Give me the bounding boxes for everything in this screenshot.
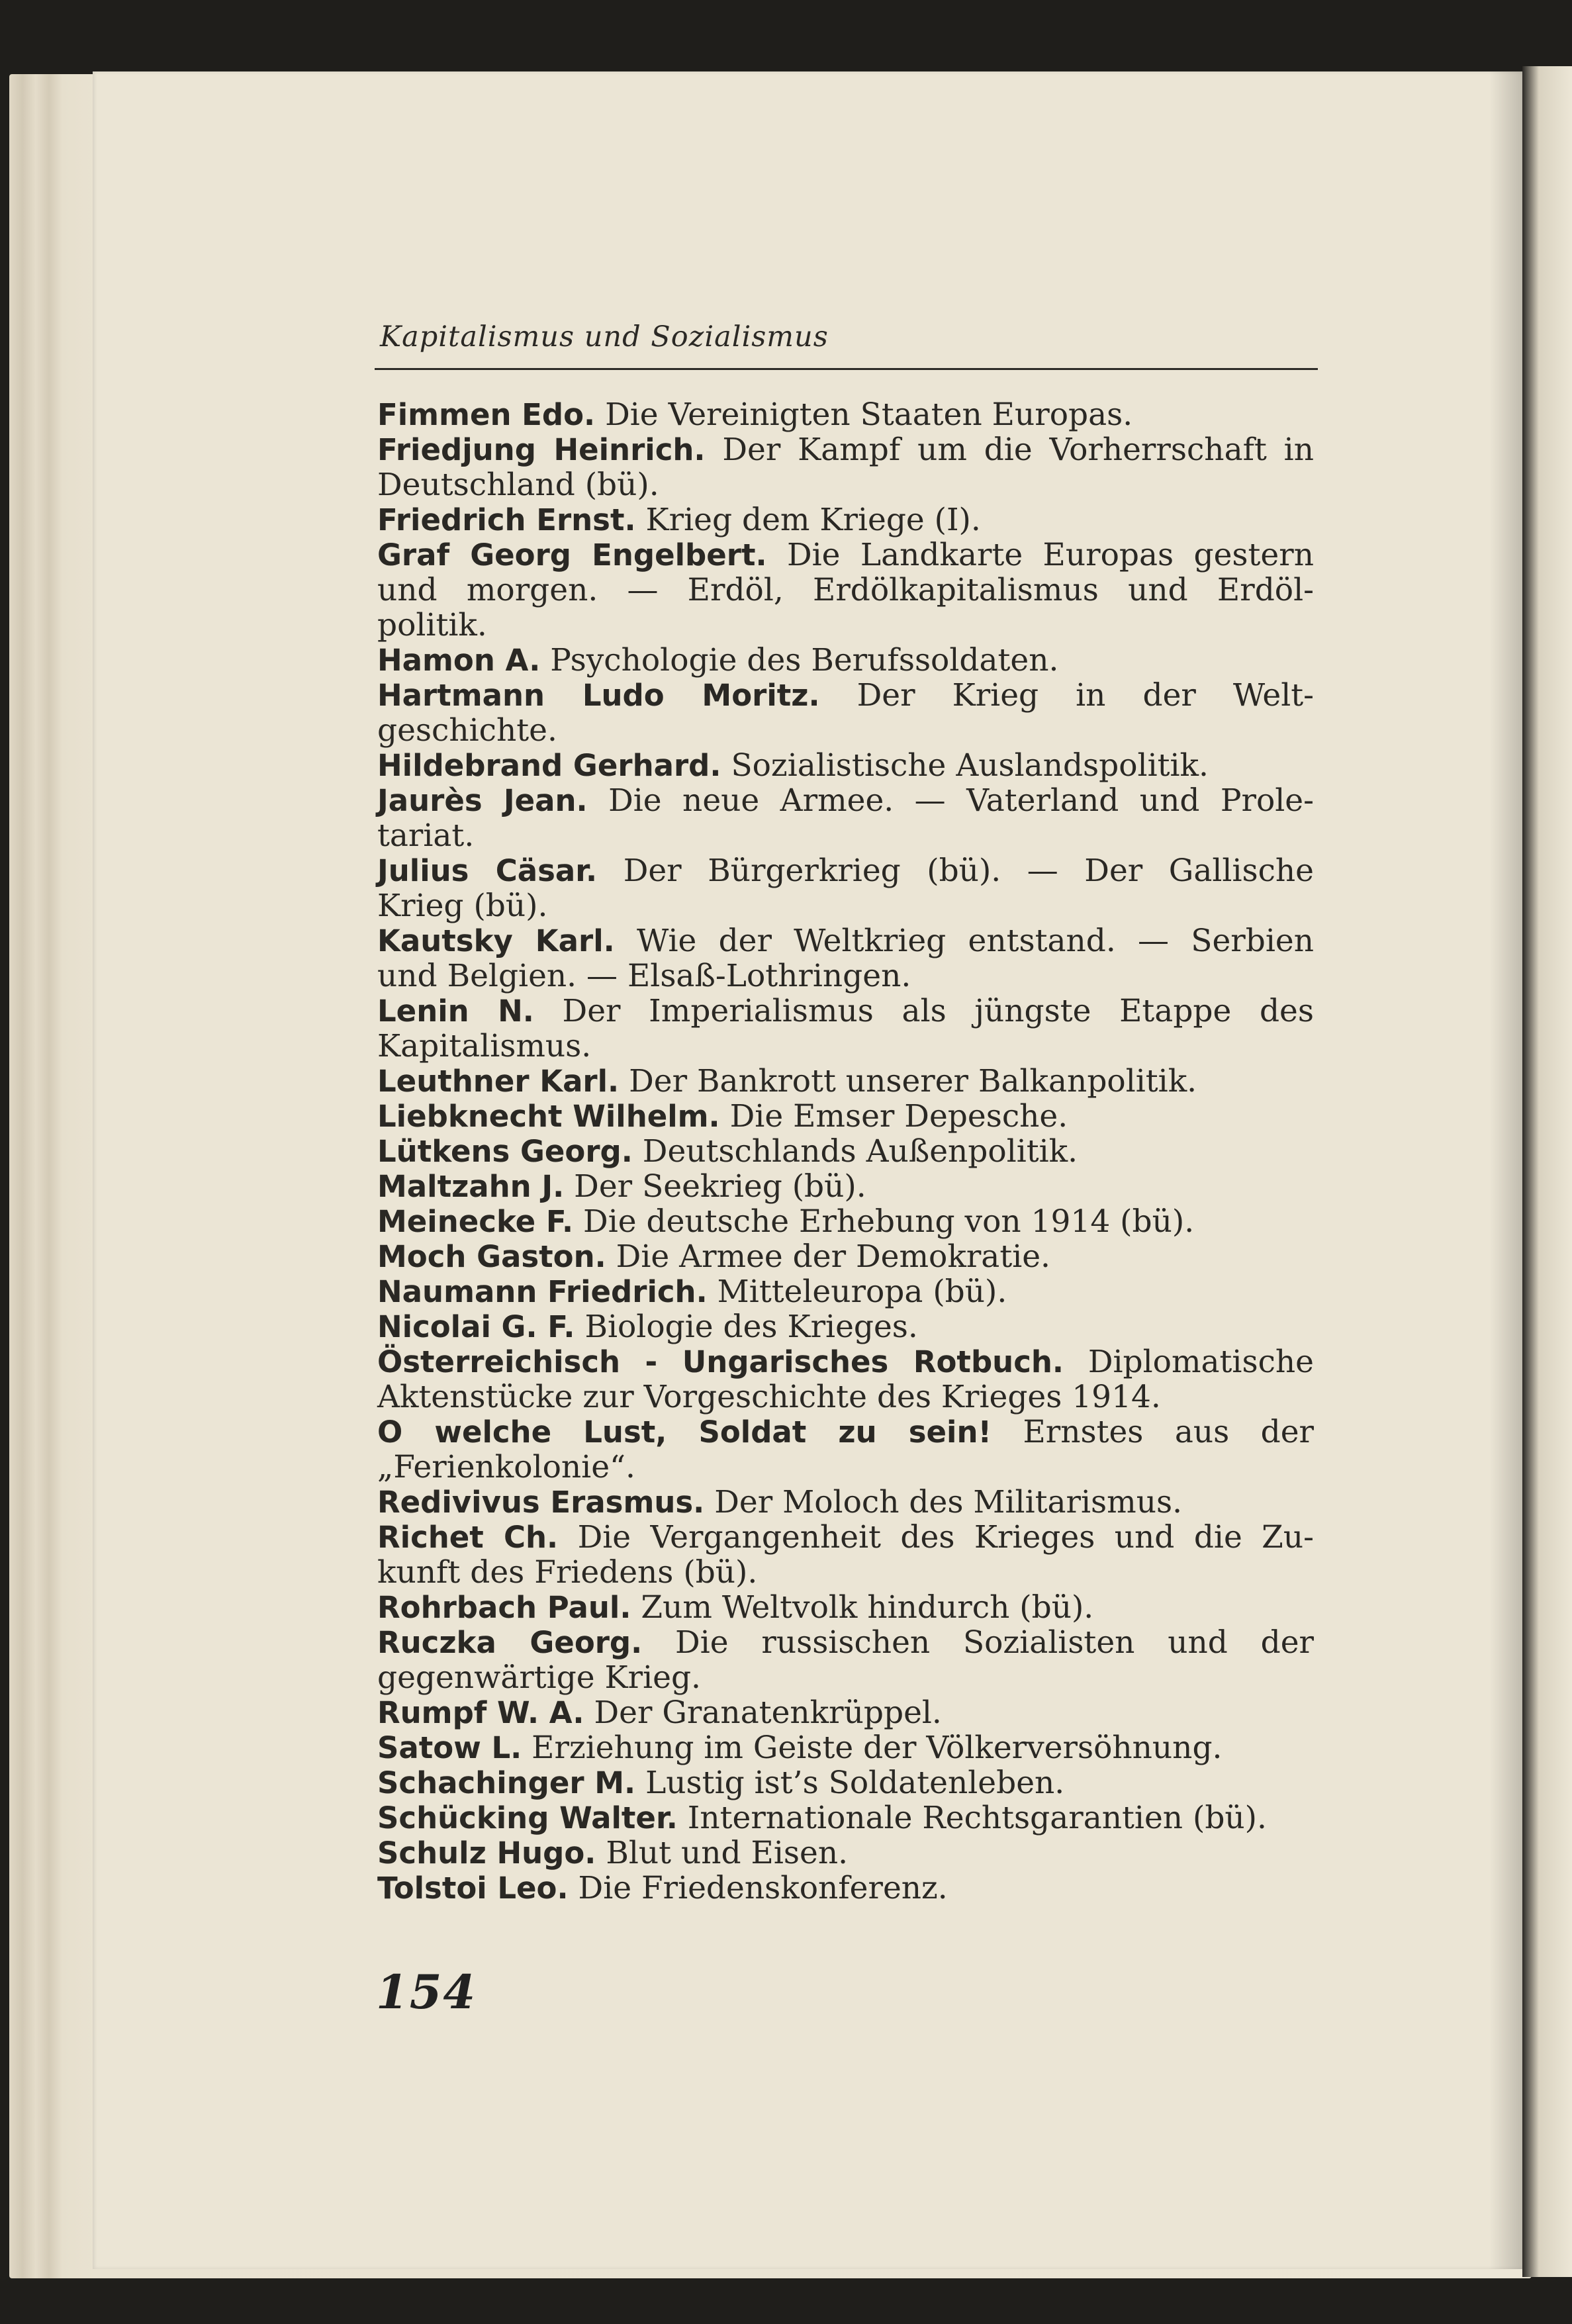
entry-author: Tolstoi Leo. bbox=[377, 1871, 569, 1906]
entry-first-line bbox=[377, 502, 1314, 538]
entry-author: Redivivus Erasmus. bbox=[377, 1485, 705, 1520]
bibliography-entry bbox=[377, 502, 1314, 537]
entry-title-text: Krieg (bü). bbox=[377, 888, 548, 924]
bibliography-entry bbox=[377, 1871, 1314, 1906]
entry-continuation-line bbox=[377, 712, 1314, 749]
entry-title-text: „Ferienkolonie“. bbox=[377, 1449, 635, 1485]
entry-title-text: Die Armee der Demokratie. bbox=[616, 1238, 1050, 1275]
bibliography-entry bbox=[377, 923, 1314, 994]
entry-continuation-line bbox=[377, 1449, 1314, 1485]
entry-continuation-line bbox=[377, 1028, 1314, 1064]
entry-first-line bbox=[377, 1484, 1314, 1520]
entry-first-line bbox=[377, 1344, 1314, 1380]
entry-author: Friedrich Ernst. bbox=[377, 502, 636, 537]
entry-first-line bbox=[377, 1309, 1314, 1345]
bibliography-entry bbox=[377, 1485, 1314, 1520]
entry-title-text: Der Krieg in der Welt- bbox=[856, 677, 1314, 714]
entry-title-text: Deutschlands Außenpolitik. bbox=[642, 1133, 1078, 1170]
entry-title-text: Der Moloch des Militarismus. bbox=[714, 1484, 1183, 1520]
entry-title-text: gegenwärtige Krieg. bbox=[377, 1659, 702, 1696]
entry-first-line bbox=[377, 993, 1314, 1029]
entry-author: Maltzahn J. bbox=[377, 1169, 565, 1204]
entry-title-text: Biologie des Krieges. bbox=[584, 1309, 918, 1345]
entry-first-line bbox=[377, 1589, 1314, 1626]
bibliography-entry bbox=[377, 1520, 1314, 1590]
entry-author: Hamon A. bbox=[377, 643, 541, 678]
entry-first-line bbox=[377, 1870, 1314, 1906]
entry-continuation-line bbox=[377, 1379, 1314, 1415]
entry-first-line bbox=[377, 1168, 1314, 1205]
entry-author: Lütkens Georg. bbox=[377, 1134, 633, 1169]
entry-title-text: Die deutsche Erhebung von 1914 (bü). bbox=[583, 1203, 1195, 1240]
bibliography-entry bbox=[377, 678, 1314, 748]
entry-author: Hildebrand Gerhard. bbox=[377, 748, 721, 783]
entry-title-text: Kapitalismus. bbox=[377, 1028, 592, 1064]
bibliography-entry bbox=[377, 1625, 1314, 1695]
entry-first-line bbox=[377, 537, 1314, 573]
entry-title-text: Zum Weltvolk hindurch (bü). bbox=[641, 1589, 1094, 1626]
entry-first-line bbox=[377, 1730, 1314, 1766]
entry-continuation-line bbox=[377, 1554, 1314, 1591]
bibliography-entry bbox=[377, 853, 1314, 923]
entry-first-line bbox=[377, 396, 1314, 433]
entry-author: Julius Cäsar. bbox=[377, 853, 598, 888]
entry-author: Liebknecht Wilhelm. bbox=[377, 1099, 720, 1134]
entry-author: Ruczka Georg. bbox=[377, 1625, 643, 1660]
entry-title-text: Blut und Eisen. bbox=[606, 1835, 849, 1871]
entry-title-text: Die neue Armee. — Vaterland und Prole- bbox=[608, 782, 1314, 819]
entry-first-line bbox=[377, 642, 1314, 678]
bibliography-entry bbox=[377, 1099, 1314, 1134]
entry-first-line bbox=[377, 1274, 1314, 1310]
entry-author: Rohrbach Paul. bbox=[377, 1590, 631, 1625]
entry-title-text: Der Granatenkrüppel. bbox=[594, 1695, 942, 1731]
entry-first-line bbox=[377, 677, 1314, 714]
spine-shadow bbox=[1489, 71, 1522, 2269]
entry-author: Satow L. bbox=[377, 1730, 522, 1765]
entry-first-line bbox=[377, 923, 1314, 959]
bibliography-entry bbox=[377, 1064, 1314, 1099]
entry-author: Jaurès Jean. bbox=[377, 783, 588, 818]
bibliography-entry bbox=[377, 1800, 1314, 1836]
entry-author: Fimmen Edo. bbox=[377, 397, 596, 432]
entry-first-line bbox=[377, 1765, 1314, 1801]
bibliography-entry bbox=[377, 643, 1314, 678]
entry-first-line bbox=[377, 1238, 1314, 1275]
entry-title-text: und morgen. — Erdöl, Erdölkapitalismus und Erdöl- bbox=[377, 572, 1314, 608]
bibliography-entry bbox=[377, 1836, 1314, 1871]
entry-continuation-line bbox=[377, 958, 1314, 994]
entry-title-text: und Belgien. — Elsaß-Lothringen. bbox=[377, 958, 911, 994]
entry-first-line bbox=[377, 853, 1314, 889]
facing-page-edge bbox=[1522, 66, 1572, 2277]
entry-title-text: tariat. bbox=[377, 817, 475, 854]
entry-author: Rumpf W. A. bbox=[377, 1695, 584, 1730]
entry-title-text: Krieg dem Kriege (I). bbox=[645, 502, 981, 538]
entry-title-text: Psychologie des Berufssoldaten. bbox=[550, 642, 1059, 678]
entry-title-text: Der Bankrott unserer Balkanpolitik. bbox=[629, 1063, 1197, 1099]
entry-title-text: geschichte. bbox=[377, 712, 557, 749]
entry-title-text: Die Vergangenheit des Krieges und die Zu- bbox=[577, 1519, 1314, 1556]
entry-first-line bbox=[377, 782, 1314, 819]
entry-author: Leuthner Karl. bbox=[377, 1064, 620, 1099]
entry-first-line bbox=[377, 1800, 1314, 1836]
entry-title-text: Die Friedenskonferenz. bbox=[578, 1870, 948, 1906]
entry-author: Friedjung Heinrich. bbox=[377, 432, 706, 467]
entry-author: Schachinger M. bbox=[377, 1765, 636, 1800]
entry-author: Richet Ch. bbox=[377, 1520, 559, 1555]
entry-title-text: Mitteleuropa (bü). bbox=[717, 1274, 1007, 1310]
bibliography-entry bbox=[377, 1274, 1314, 1309]
entry-title-text: Der Bürgerkrieg (bü). — Der Gallische bbox=[623, 853, 1314, 889]
bibliography-entry bbox=[377, 537, 1314, 643]
bibliography-entry bbox=[377, 1134, 1314, 1169]
entry-title-text: Die Vereinigten Staaten Europas. bbox=[605, 396, 1133, 433]
entry-author: Hartmann Ludo Moritz. bbox=[377, 678, 820, 713]
entry-title-text: Der Seekrieg (bü). bbox=[574, 1168, 866, 1205]
entry-first-line bbox=[377, 1624, 1314, 1661]
bibliography-entry bbox=[377, 397, 1314, 432]
entry-author: Graf Georg Engelbert. bbox=[377, 537, 767, 573]
page-number: 154 bbox=[376, 1965, 477, 2020]
entry-author: Österreichisch - Ungarisches Rotbuch. bbox=[377, 1344, 1064, 1379]
entry-title-text: Der Imperialismus als jüngste Etappe des bbox=[562, 993, 1314, 1029]
entry-title-text: Internationale Rechtsgarantien (bü). bbox=[687, 1800, 1267, 1836]
entry-title-text: Aktenstücke zur Vorgeschichte des Krieges 1914. bbox=[377, 1379, 1161, 1415]
header-rule bbox=[375, 368, 1318, 370]
bibliography-entry bbox=[377, 432, 1314, 502]
bibliography-entry bbox=[377, 1765, 1314, 1800]
entry-first-line bbox=[377, 1203, 1314, 1240]
bibliography-entry bbox=[377, 1415, 1314, 1485]
entry-first-line bbox=[377, 1133, 1314, 1170]
entry-continuation-line bbox=[377, 467, 1314, 503]
bibliography-entry bbox=[377, 783, 1314, 853]
entry-author: O welche Lust, Soldat zu sein! bbox=[377, 1415, 992, 1450]
entry-author: Moch Gaston. bbox=[377, 1239, 606, 1274]
entry-title-text: kunft des Friedens (bü). bbox=[377, 1554, 758, 1591]
entry-author: Schulz Hugo. bbox=[377, 1836, 596, 1871]
bibliography-entry bbox=[377, 1169, 1314, 1204]
entry-author: Nicolai G. F. bbox=[377, 1309, 575, 1344]
entry-continuation-line bbox=[377, 888, 1314, 924]
entry-first-line bbox=[377, 1695, 1314, 1731]
entry-first-line bbox=[377, 432, 1314, 468]
entry-continuation-line bbox=[377, 572, 1314, 608]
entry-author: Meinecke F. bbox=[377, 1204, 574, 1239]
entry-title-text: Ernstes aus der bbox=[1023, 1414, 1314, 1450]
bibliography-entry bbox=[377, 994, 1314, 1064]
entry-continuation-line bbox=[377, 817, 1314, 854]
entry-first-line bbox=[377, 1414, 1314, 1450]
entry-title-text: Die Emser Depesche. bbox=[729, 1098, 1068, 1135]
entry-author: Naumann Friedrich. bbox=[377, 1274, 708, 1309]
entry-title-text: Wie der Weltkrieg entstand. — Serbien bbox=[637, 923, 1314, 959]
bibliography-entry bbox=[377, 1344, 1314, 1415]
bibliography-entry bbox=[377, 1309, 1314, 1344]
entry-continuation-line bbox=[377, 1659, 1314, 1696]
entry-title-text: Die Landkarte Europas gestern bbox=[786, 537, 1314, 573]
entry-continuation-line bbox=[377, 607, 1314, 643]
running-head: Kapitalismus und Sozialismus bbox=[380, 320, 829, 353]
bibliography-entry bbox=[377, 1695, 1314, 1730]
bibliography-entry bbox=[377, 1239, 1314, 1274]
bibliography-entry bbox=[377, 748, 1314, 783]
bibliography-entry bbox=[377, 1204, 1314, 1239]
entry-first-line bbox=[377, 1519, 1314, 1556]
bibliography-entry bbox=[377, 1730, 1314, 1765]
entry-author: Lenin N. bbox=[377, 994, 534, 1029]
bibliography-list bbox=[377, 397, 1314, 1906]
entry-title-text: Diplomatische bbox=[1087, 1344, 1314, 1380]
entry-first-line bbox=[377, 1063, 1314, 1099]
entry-title-text: Die russischen Sozialisten und der bbox=[675, 1624, 1314, 1661]
entry-author: Schücking Walter. bbox=[377, 1800, 678, 1836]
entry-first-line bbox=[377, 1098, 1314, 1135]
entry-first-line bbox=[377, 747, 1314, 784]
entry-title-text: politik. bbox=[377, 607, 487, 643]
bibliography-entry bbox=[377, 1590, 1314, 1625]
entry-title-text: Lustig ist’s Soldatenleben. bbox=[645, 1765, 1065, 1801]
entry-title-text: Deutschland (bü). bbox=[377, 467, 659, 503]
entry-title-text: Sozialistische Auslandspolitik. bbox=[731, 747, 1209, 784]
entry-title-text: Erziehung im Geiste der Völkerversöhnung. bbox=[532, 1730, 1223, 1766]
entry-first-line bbox=[377, 1835, 1314, 1871]
entry-title-text: Der Kampf um die Vorherrschaft in bbox=[722, 432, 1314, 468]
entry-author: Kautsky Karl. bbox=[377, 923, 615, 958]
